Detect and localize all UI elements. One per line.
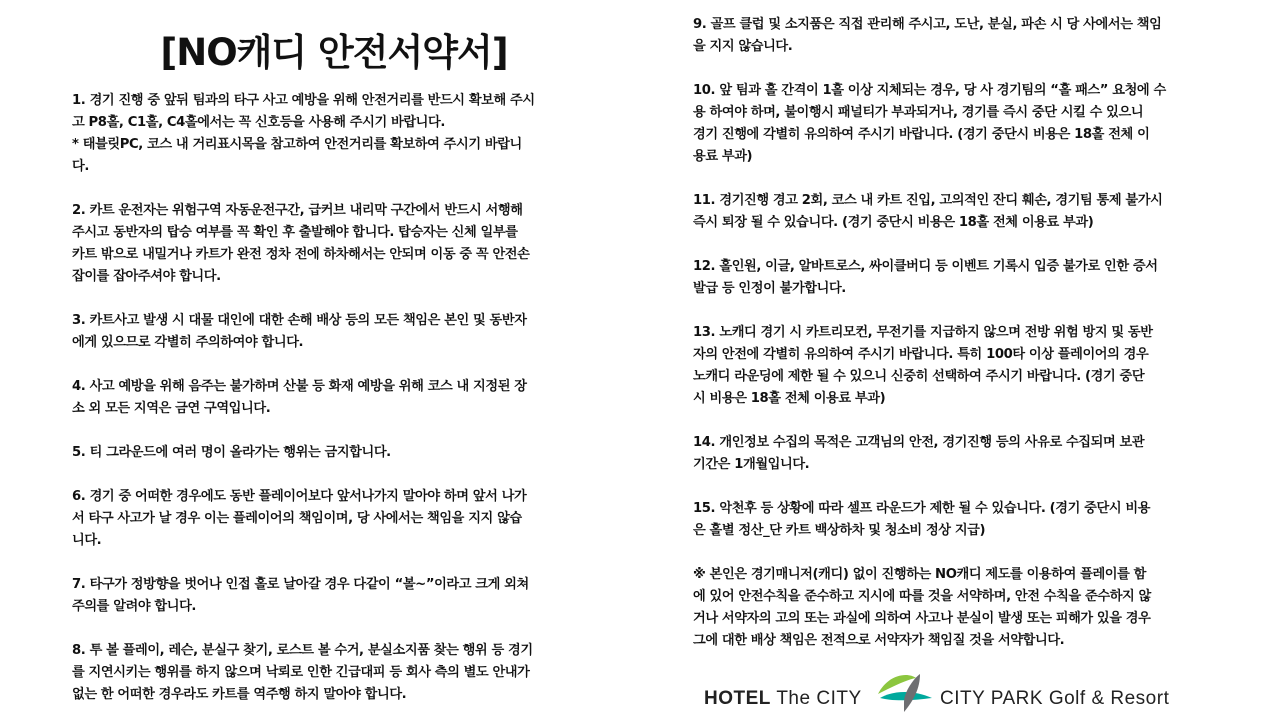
rule-item: 10. 앞 팀과 홀 간격이 1홀 이상 지체되는 경우, 당 사 경기팀의 “홀 패스” 요청에 수 용 하여야 하며, 불이행시 패널티가 부과되거나, 경기를 즉시 중단 시킬 수 있으니 경기 진행에 각별히 유의하여 주시기 바랍니다. (경기 중단시 비용은 18홀 전체 이 용료 부과) [693, 83, 1166, 164]
rule-item: 12. 홀인원, 이글, 알바트로스, 싸이클버디 등 이벤트 기록시 입증 불가로 인한 증서 발급 등 인정이 불가합니다. [693, 259, 1158, 296]
rule-item: 1. 경기 진행 중 앞뒤 팀과의 타구 사고 예방을 위해 안전거리를 반드시 확보해 주시 고 P8홀, C1홀, C4홀에서는 꼭 신호등을 사용해 주시기 바랍니다. * 태블릿PC, 코스 내 거리표시목을 참고하여 안전거리를 확보하여 주시기 바랍니 다. [72, 93, 535, 174]
rule-item: 3. 카트사고 발생 시 대물 대인에 대한 손해 배상 등의 모든 책임은 본인 및 동반자 에게 있으므로 각별히 주의하여야 합니다. [72, 313, 527, 350]
hotel-the-city-wordmark [704, 688, 862, 710]
rule-item: 11. 경기진행 경고 2회, 코스 내 카트 진입, 고의적인 잔디 훼손, 경기팀 통제 불가시 즉시 퇴장 될 수 있습니다. (경기 중단시 비용은 18홀 전체 이용료 부과) [693, 193, 1163, 230]
hotel-word: HOTEL [704, 688, 771, 709]
right-column [693, 14, 1225, 652]
city-park-wordmark: CITY PARK Golf & Resort [940, 688, 1170, 709]
rule-item: 15. 악천후 등 상황에 따라 셀프 라운드가 제한 될 수 있습니다. (경기 중단시 비용 은 홀별 정산_단 카트 백상하차 및 청소비 정상 지급) [693, 501, 1151, 538]
rule-item: 14. 개인정보 수집의 목적은 고객님의 안전, 경기진행 등의 사유로 수집되며 보관 기간은 1개월입니다. [693, 435, 1145, 472]
left-column [72, 90, 602, 706]
rule-item: 2. 카트 운전자는 위험구역 자동운전구간, 급커브 내리막 구간에서 반드시 서행해 주시고 동반자의 탑승 여부를 꼭 확인 후 출발해야 합니다. 탑승자는 신체 일부를 카트 밖으로 내밀거나 카트가 완전 정차 전에 하차해서는 안되며 이동 중 꼭 안전손 잡이를 잡아주셔야 합니다. [72, 203, 530, 284]
pledge-statement: ※ 본인은 경기매니저(캐디) 없이 진행하는 NO캐디 제도를 이용하여 플레이를 함 에 있어 안전수칙을 준수하고 지시에 따를 것을 서약하며, 안전 수칙을 준수하지 않 거나 서약자의 고의 또는 과실에 의하여 사고나 분실이 발생 또는 피해가 있을 경우 그에 대한 배상 책임은 전적으로 서약자가 책임질 것을 서약합니다. [693, 567, 1151, 648]
footer-brand [700, 666, 1220, 716]
rule-item: 5. 티 그라운드에 여러 명이 올라가는 행위는 금지합니다. [72, 445, 391, 460]
the-city-word: The CITY [770, 688, 862, 709]
page-title: [NO캐디 안전서약서] [160, 31, 508, 74]
rule-item: 6. 경기 중 어떠한 경우에도 동반 플레이어보다 앞서나가지 말아야 하며 앞서 나가 서 타구 사고가 날 경우 이는 플레이어의 책임이며, 당 사에서는 책임을 지지 않습 니다. [72, 489, 527, 548]
rule-item: 13. 노캐디 경기 시 카트리모컨, 무전기를 지급하지 않으며 전방 위험 방지 및 동반 자의 안전에 각별히 유의하여 주시기 바랍니다. 특히 100타 이상 플레이어의 경우 노캐디 라운딩에 제한 될 수 있으니 신중히 선택하여 주시기 바랍니다. (경기 중단 시 비용은 18홀 전체 이용료 부과) [693, 325, 1153, 406]
rule-item: 7. 타구가 정방향을 벗어나 인접 홀로 날아갈 경우 다같이 “볼~”이라고 크게 외쳐 주의를 알려야 합니다. [72, 577, 529, 614]
rule-item: 8. 투 볼 플레이, 레슨, 분실구 찾기, 로스트 볼 수거, 분실소지품 찾는 행위 등 경기 를 지연시키는 행위를 하지 않으며 낙뢰로 인한 긴급대피 등 회사 측의 별도 안내가 없는 한 어떠한 경우라도 카트를 역주행 하지 말아야 합니다. [72, 643, 533, 702]
rule-item: 4. 사고 예방을 위해 음주는 불가하며 산불 등 화재 예방을 위해 코스 내 지정된 장 소 외 모든 지역은 금연 구역입니다. [72, 379, 527, 416]
leaf-logo-icon [874, 668, 936, 714]
rule-item: 9. 골프 클럽 및 소지품은 직접 관리해 주시고, 도난, 분실, 파손 시 당 사에서는 책임 을 지지 않습니다. [693, 17, 1162, 54]
